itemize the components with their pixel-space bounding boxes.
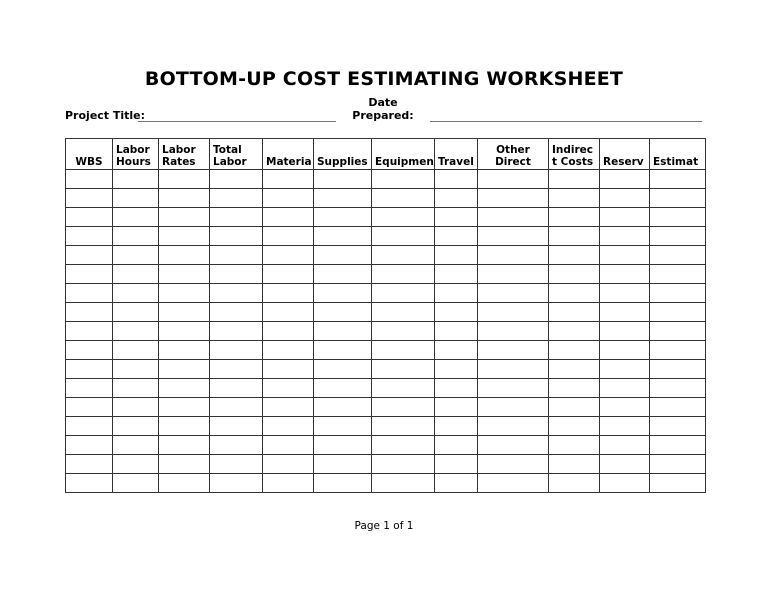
column-header-labor-rates: Labor Rates (159, 139, 210, 170)
table-cell[interactable] (66, 208, 113, 227)
table-cell[interactable] (478, 303, 549, 322)
table-row (66, 189, 706, 208)
table-cell[interactable] (435, 455, 478, 474)
table-cell[interactable] (314, 227, 372, 246)
table-cell[interactable] (650, 455, 706, 474)
column-header-labor-hours: Labor Hours (113, 139, 159, 170)
table-cell[interactable] (549, 379, 600, 398)
table-cell[interactable] (210, 227, 263, 246)
table-cell[interactable] (435, 303, 478, 322)
table-row (66, 322, 706, 341)
table-cell[interactable] (159, 322, 210, 341)
table-cell[interactable] (549, 170, 600, 189)
table-cell[interactable] (159, 341, 210, 360)
table-cell[interactable] (66, 303, 113, 322)
table-cell[interactable] (600, 455, 650, 474)
table-cell[interactable] (549, 322, 600, 341)
column-header-supplies: Supplies (314, 139, 372, 170)
table-cell[interactable] (314, 246, 372, 265)
table-cell[interactable] (314, 436, 372, 455)
table-cell[interactable] (435, 322, 478, 341)
table-cell[interactable] (210, 189, 263, 208)
table-cell[interactable] (478, 474, 549, 493)
page-footer: Page 1 of 1 (354, 520, 414, 532)
table-cell[interactable] (66, 246, 113, 265)
table-row (66, 474, 706, 493)
table-cell[interactable] (159, 379, 210, 398)
date-prepared-label-line2: Prepared: (352, 109, 414, 122)
table-cell[interactable] (435, 265, 478, 284)
table-cell[interactable] (600, 303, 650, 322)
table-cell[interactable] (113, 341, 159, 360)
table-cell[interactable] (478, 189, 549, 208)
table-cell[interactable] (210, 284, 263, 303)
table-cell[interactable] (650, 189, 706, 208)
table-cell[interactable] (478, 170, 549, 189)
table-cell[interactable] (549, 360, 600, 379)
table-cell[interactable] (478, 246, 549, 265)
table-cell[interactable] (600, 341, 650, 360)
table-cell[interactable] (600, 170, 650, 189)
table-cell[interactable] (372, 189, 435, 208)
table-cell[interactable] (263, 341, 314, 360)
table-cell[interactable] (210, 322, 263, 341)
table-cell[interactable] (113, 284, 159, 303)
table-cell[interactable] (372, 246, 435, 265)
table-cell[interactable] (210, 246, 263, 265)
table-cell[interactable] (478, 322, 549, 341)
table-cell[interactable] (600, 284, 650, 303)
table-cell[interactable] (478, 341, 549, 360)
column-header-material: Materia (263, 139, 314, 170)
table-cell[interactable] (113, 436, 159, 455)
table-cell[interactable] (549, 417, 600, 436)
table-cell[interactable] (113, 474, 159, 493)
table-cell[interactable] (372, 227, 435, 246)
table-cell[interactable] (372, 303, 435, 322)
table-cell[interactable] (159, 436, 210, 455)
worksheet-body (66, 170, 706, 493)
table-cell[interactable] (263, 303, 314, 322)
table-cell[interactable] (650, 341, 706, 360)
table-cell[interactable] (66, 322, 113, 341)
table-cell[interactable] (435, 170, 478, 189)
table-cell[interactable] (372, 398, 435, 417)
table-row (66, 341, 706, 360)
header-row (66, 139, 706, 170)
table-cell[interactable] (263, 170, 314, 189)
table-cell[interactable] (210, 170, 263, 189)
table-cell[interactable] (66, 417, 113, 436)
table-cell[interactable] (600, 360, 650, 379)
table-cell[interactable] (549, 398, 600, 417)
table-cell[interactable] (314, 455, 372, 474)
table-cell[interactable] (66, 341, 113, 360)
table-cell[interactable] (435, 398, 478, 417)
table-cell[interactable] (549, 246, 600, 265)
column-header-reserve: Reserv (600, 139, 650, 170)
table-cell[interactable] (263, 246, 314, 265)
table-cell[interactable] (549, 455, 600, 474)
table-cell[interactable] (549, 474, 600, 493)
table-cell[interactable] (263, 227, 314, 246)
table-cell[interactable] (549, 189, 600, 208)
table-cell[interactable] (372, 341, 435, 360)
table-cell[interactable] (66, 398, 113, 417)
table-cell[interactable] (314, 417, 372, 436)
table-cell[interactable] (650, 474, 706, 493)
table-cell[interactable] (210, 360, 263, 379)
column-header-total-labor: Total Labor (210, 139, 263, 170)
table-cell[interactable] (549, 284, 600, 303)
table-cell[interactable] (263, 436, 314, 455)
table-cell[interactable] (478, 398, 549, 417)
table-cell[interactable] (372, 170, 435, 189)
table-cell[interactable] (549, 436, 600, 455)
table-cell[interactable] (210, 303, 263, 322)
table-cell[interactable] (478, 265, 549, 284)
table-cell[interactable] (210, 265, 263, 284)
project-title-field[interactable] (138, 121, 336, 122)
table-cell[interactable] (314, 208, 372, 227)
table-cell[interactable] (159, 189, 210, 208)
table-cell[interactable] (314, 170, 372, 189)
table-cell[interactable] (600, 227, 650, 246)
table-cell[interactable] (66, 265, 113, 284)
table-cell[interactable] (650, 303, 706, 322)
table-cell[interactable] (113, 360, 159, 379)
table-cell[interactable] (210, 379, 263, 398)
table-cell[interactable] (113, 322, 159, 341)
table-cell[interactable] (159, 227, 210, 246)
table-cell[interactable] (66, 284, 113, 303)
table-cell[interactable] (263, 360, 314, 379)
table-cell[interactable] (600, 265, 650, 284)
table-row (66, 417, 706, 436)
date-prepared-field[interactable] (430, 121, 702, 122)
table-cell[interactable] (435, 246, 478, 265)
table-cell[interactable] (549, 265, 600, 284)
table-cell[interactable] (478, 417, 549, 436)
table-cell[interactable] (650, 398, 706, 417)
table-cell[interactable] (600, 379, 650, 398)
table-cell[interactable] (372, 265, 435, 284)
date-prepared-label (352, 96, 414, 122)
table-cell[interactable] (113, 227, 159, 246)
table-cell[interactable] (66, 379, 113, 398)
table-cell[interactable] (435, 417, 478, 436)
table-row (66, 284, 706, 303)
table-cell[interactable] (478, 227, 549, 246)
table-cell[interactable] (650, 417, 706, 436)
table-cell[interactable] (478, 455, 549, 474)
table-cell[interactable] (66, 436, 113, 455)
table-row (66, 436, 706, 455)
table-cell[interactable] (210, 417, 263, 436)
table-cell[interactable] (372, 417, 435, 436)
table-cell[interactable] (600, 436, 650, 455)
table-cell[interactable] (66, 360, 113, 379)
table-row (66, 455, 706, 474)
column-header-travel: Travel (435, 139, 478, 170)
table-cell[interactable] (113, 265, 159, 284)
table-cell[interactable] (372, 284, 435, 303)
table-cell[interactable] (549, 341, 600, 360)
table-cell[interactable] (66, 455, 113, 474)
table-cell[interactable] (314, 360, 372, 379)
table-cell[interactable] (600, 189, 650, 208)
table-cell[interactable] (210, 455, 263, 474)
table-cell[interactable] (159, 417, 210, 436)
table-cell[interactable] (263, 208, 314, 227)
table-cell[interactable] (650, 379, 706, 398)
table-cell[interactable] (650, 170, 706, 189)
table-cell[interactable] (478, 436, 549, 455)
table-cell[interactable] (314, 379, 372, 398)
table-cell[interactable] (478, 208, 549, 227)
table-cell[interactable] (159, 474, 210, 493)
table-cell[interactable] (66, 170, 113, 189)
table-cell[interactable] (113, 246, 159, 265)
table-cell[interactable] (113, 208, 159, 227)
table-cell[interactable] (600, 398, 650, 417)
table-cell[interactable] (372, 360, 435, 379)
table-cell[interactable] (650, 227, 706, 246)
table-cell[interactable] (263, 265, 314, 284)
table-cell[interactable] (372, 322, 435, 341)
table-cell[interactable] (650, 246, 706, 265)
table-cell[interactable] (650, 322, 706, 341)
table-cell[interactable] (478, 360, 549, 379)
table-cell[interactable] (113, 417, 159, 436)
table-cell[interactable] (435, 341, 478, 360)
table-cell[interactable] (263, 322, 314, 341)
table-cell[interactable] (650, 208, 706, 227)
table-cell[interactable] (435, 436, 478, 455)
column-header-wbs: WBS (66, 139, 113, 170)
table-cell[interactable] (159, 170, 210, 189)
worksheet-title: BOTTOM-UP COST ESTIMATING WORKSHEET (144, 68, 624, 90)
table-cell[interactable] (159, 455, 210, 474)
table-cell[interactable] (210, 341, 263, 360)
project-title-label: Project Title: (65, 109, 146, 122)
table-cell[interactable] (600, 322, 650, 341)
table-cell[interactable] (650, 436, 706, 455)
table-cell[interactable] (159, 265, 210, 284)
table-cell[interactable] (159, 360, 210, 379)
table-row (66, 303, 706, 322)
table-cell[interactable] (549, 227, 600, 246)
table-cell[interactable] (372, 379, 435, 398)
table-row (66, 398, 706, 417)
table-cell[interactable] (210, 398, 263, 417)
table-cell[interactable] (113, 189, 159, 208)
table-cell[interactable] (263, 284, 314, 303)
table-cell[interactable] (314, 322, 372, 341)
table-row (66, 360, 706, 379)
table-row (66, 208, 706, 227)
table-cell[interactable] (159, 208, 210, 227)
table-cell[interactable] (66, 189, 113, 208)
table-cell[interactable] (210, 436, 263, 455)
table-cell[interactable] (159, 303, 210, 322)
table-cell[interactable] (435, 208, 478, 227)
column-header-estimate: Estimat (650, 139, 706, 170)
table-cell[interactable] (113, 398, 159, 417)
table-cell[interactable] (600, 208, 650, 227)
table-cell[interactable] (314, 341, 372, 360)
table-row (66, 227, 706, 246)
table-cell[interactable] (435, 189, 478, 208)
column-header-other-direct: Other Direct (478, 139, 549, 170)
table-cell[interactable] (650, 265, 706, 284)
table-cell[interactable] (600, 246, 650, 265)
date-prepared-label-line1: Date (368, 96, 398, 109)
table-cell[interactable] (263, 474, 314, 493)
table-cell[interactable] (263, 189, 314, 208)
table-cell[interactable] (314, 284, 372, 303)
table-cell[interactable] (650, 284, 706, 303)
table-cell[interactable] (210, 208, 263, 227)
table-cell[interactable] (372, 208, 435, 227)
table-cell[interactable] (600, 474, 650, 493)
table-cell[interactable] (113, 379, 159, 398)
table-cell[interactable] (210, 474, 263, 493)
table-cell[interactable] (314, 303, 372, 322)
table-cell[interactable] (113, 303, 159, 322)
table-cell[interactable] (372, 436, 435, 455)
table-cell[interactable] (478, 379, 549, 398)
table-cell[interactable] (549, 208, 600, 227)
cost-worksheet-table (65, 138, 706, 493)
column-header-equipment: Equipmen (372, 139, 435, 170)
table-cell[interactable] (435, 379, 478, 398)
table-cell[interactable] (435, 227, 478, 246)
table-cell[interactable] (263, 417, 314, 436)
table-cell[interactable] (314, 398, 372, 417)
table-cell[interactable] (159, 284, 210, 303)
table-cell[interactable] (372, 474, 435, 493)
table-cell[interactable] (113, 455, 159, 474)
table-cell[interactable] (263, 379, 314, 398)
table-row (66, 170, 706, 189)
table-cell[interactable] (66, 227, 113, 246)
table-row (66, 246, 706, 265)
column-header-indirect-costs: Indirec t Costs (549, 139, 600, 170)
table-cell[interactable] (314, 474, 372, 493)
table-cell[interactable] (159, 246, 210, 265)
table-row (66, 265, 706, 284)
table-cell[interactable] (263, 398, 314, 417)
table-cell[interactable] (66, 474, 113, 493)
table-cell[interactable] (435, 284, 478, 303)
table-row (66, 379, 706, 398)
table-cell[interactable] (435, 474, 478, 493)
table-cell[interactable] (478, 284, 549, 303)
table-cell[interactable] (600, 417, 650, 436)
table-cell[interactable] (372, 455, 435, 474)
table-cell[interactable] (650, 360, 706, 379)
table-cell[interactable] (314, 189, 372, 208)
table-cell[interactable] (159, 398, 210, 417)
table-cell[interactable] (314, 265, 372, 284)
table-cell[interactable] (435, 360, 478, 379)
table-cell[interactable] (549, 303, 600, 322)
table-cell[interactable] (263, 455, 314, 474)
table-cell[interactable] (113, 170, 159, 189)
